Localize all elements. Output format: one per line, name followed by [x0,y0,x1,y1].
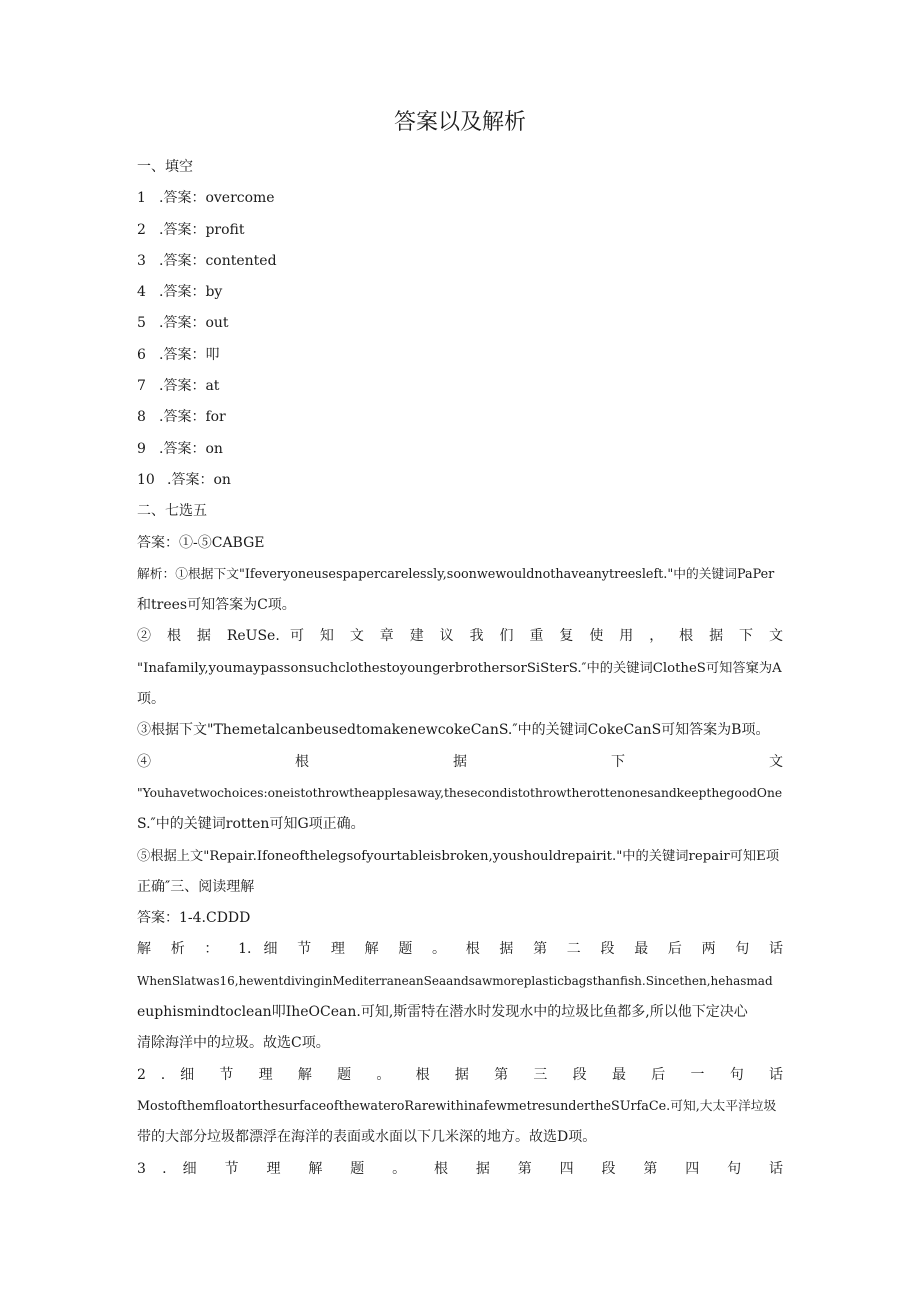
list-item [137,465,783,496]
explanation-line: "Youhavetwochoices:oneistothrowtheapplesaway,thesecondistothrowtherottenonesandkeepthegoodOne [137,785,783,800]
list-item [137,402,783,433]
item-number: 8 [137,409,146,426]
explanation-line: ⑤根据上文"Repair.Ifoneofthelegsofyourtableisbroken,youshouldrepairit."中的关键词repair可知E项 [137,848,780,864]
explanation-line: ② 根 据 ReUSe. 可 知 文 章 建 议 我 们 重 复 使 用 ， 根 据 下 文 [137,628,783,645]
explanation-line: ③根据下文"ThemetalcanbeusedtomakenewcokeCanS.″中的关键词CokeCanS可知答案为B项。 [137,722,770,739]
list-item [137,183,783,214]
item-number: 9 [137,440,146,457]
explanation-line: 正确″三、阅读理解 [137,878,255,895]
item-number: 5 [137,315,146,332]
explanation-line: euphismindtoclean叩IheOCean.可知,斯雷特在潜水时发现水中的垃圾比鱼都多,所以他下定决心 [137,1004,748,1021]
item-number: 1 [137,190,146,207]
document-body [137,152,783,1185]
list-item [137,246,783,277]
explanation-line: 解 析 ： 1. 细 节 理 解 题 。 根 据 第 二 段 最 后 两 句 话 [137,941,783,958]
explanation-line: 和trees可知答案为C项。 [137,597,296,614]
explanation-line: WhenSlatwas16,hewentdivinginMediterraneanSeaandsawmoreplasticbagsthanfish.Sincethen,hehasmad [137,973,773,988]
explanation-line: 3 . 细 节 理 解 题 。 根 据 第 四 段 第 四 句 话 [137,1160,783,1177]
item-number: 2 [137,221,146,238]
item-text: .答案：profit [159,221,245,238]
list-item [137,277,783,308]
item-text: .答案：contented [159,252,277,269]
list-item [137,371,783,402]
item-number: 3 [137,252,146,269]
explanation-line: 项。 [137,691,165,708]
page-title: 答案以及解析 [393,110,526,135]
section-heading: 二、七选五 [137,503,207,520]
list-item [137,308,783,339]
item-text: .答案：叩 [159,346,220,363]
item-text: .答案：on [167,471,231,488]
explanation-line: S.″中的关键词rotten可知G项正确。 [137,816,365,833]
explanation-line: "Inafamily,youmaypassonsuchclothestoyoungerbrothersorSiSterS.″中的关键词ClotheS可知答窠为A [137,660,782,676]
item-text: .答案：by [159,284,223,301]
explanation-line: 解析：①根据下文"Ifeveryoneusespapercarelessly,soonwewouldnothaveanytreesleft."中的关键词PaPer [137,566,775,582]
item-text: .答案：at [159,378,220,395]
answer-line: 答案：①-⑤CABGE [137,534,265,551]
list-item [137,340,783,371]
list-item [137,215,783,246]
item-text: .答案：out [159,315,229,332]
explanation-line: MostofthemfloatorthesurfaceofthewateroRarewithinafewmetresundertheSUrfaCe.可知,大太平洋垃圾 [137,1098,777,1114]
item-number: 10 [137,471,155,488]
explanation-line: 清除海洋中的垃圾。故选C项。 [137,1035,330,1052]
explanation-line: 带的大部分垃圾都漂浮在海洋的表面或水面以下几米深的地方。故选D项。 [137,1129,597,1146]
item-number: 7 [137,378,146,395]
item-number: 6 [137,346,146,363]
explanation-line: ④ 根 据 下 文 [137,753,783,770]
item-text: .答案：on [159,440,223,457]
item-text: .答案：for [159,409,226,426]
item-text: .答案：overcome [159,190,275,207]
item-number: 4 [137,284,146,301]
explanation-line: 2 . 细 节 理 解 题 。 根 据 第 三 段 最 后 一 句 话 [137,1066,783,1083]
section-heading: 一、填空 [137,159,193,175]
list-item [137,434,783,465]
answer-line: 答案：1-4.CDDD [137,910,251,927]
